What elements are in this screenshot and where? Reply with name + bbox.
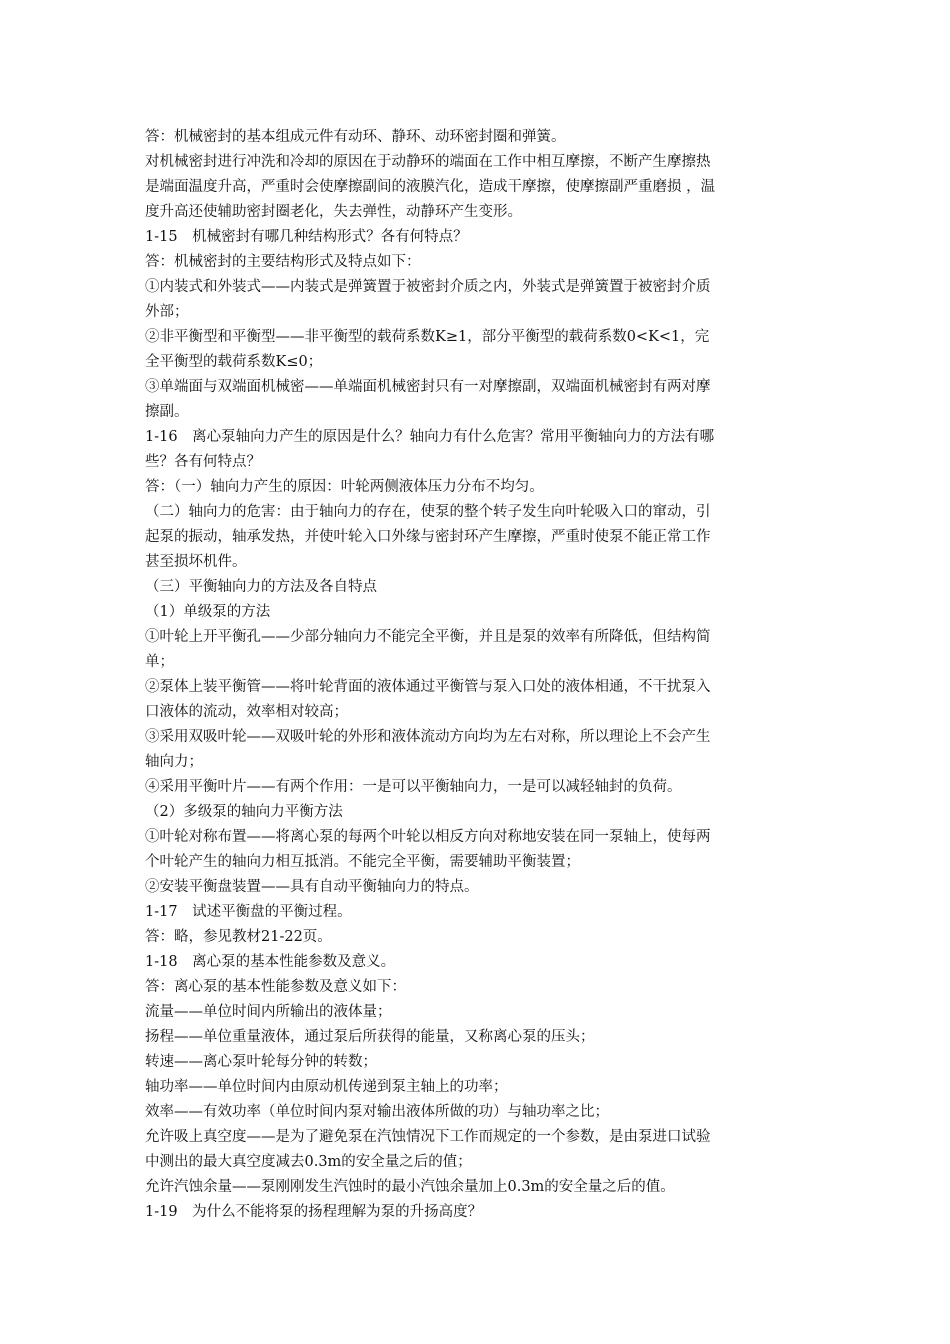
text-line: 允许吸上真空度——是为了避免泵在汽蚀情况下工作而规定的一个参数，是由泵进口试验 (145, 1129, 711, 1145)
text-line: （1）单级泵的方法 (145, 604, 271, 620)
text-line: ①叶轮对称布置——将离心泵的每两个叶轮以相反方向对称地安装在同一泵轴上，使每两 (145, 829, 711, 845)
text-line: （2）多级泵的轴向力平衡方法 (145, 804, 343, 820)
text-line: 全平衡型的载荷系数K≤0； (145, 354, 323, 370)
text-line: 擦副。 (145, 404, 189, 420)
text-line: ①叶轮上开平衡孔——少部分轴向力不能完全平衡，并且是泵的效率有所降低，但结构简 (145, 629, 711, 645)
question-heading: 1-19 为什么不能将泵的扬程理解为泵的升扬高度？ (145, 1204, 483, 1220)
text-line: ③单端面与双端面机械密——单端面机械密封只有一对摩擦副，双端面机械密封有两对摩 (145, 379, 711, 395)
text-line: 个叶轮产生的轴向力相互抵消。不能完全平衡，需要辅助平衡装置； (145, 854, 580, 870)
text-line: ②非平衡型和平衡型——非平衡型的载荷系数K≥1，部分平衡型的载荷系数0<K<1，完 (145, 329, 710, 345)
text-line: 外部； (145, 304, 189, 320)
text-line: 扬程——单位重量液体，通过泵后所获得的能量，又称离心泵的压头； (145, 1029, 595, 1045)
text-line: 口液体的流动，效率相对较高； (145, 704, 348, 720)
text-line: 答：离心泵的基本性能参数及意义如下： (145, 979, 406, 995)
text-line: ②安装平衡盘装置——具有自动平衡轴向力的特点。 (145, 879, 479, 895)
text-line: 答：机械密封的主要结构形式及特点如下： (145, 254, 421, 270)
text-line: 些？各有何特点？ (145, 454, 261, 470)
text-line: （三）平衡轴向力的方法及各自特点 (145, 579, 377, 595)
text-line: ①内装式和外装式——内装式是弹簧置于被密封介质之内，外装式是弹簧置于被密封介质 (145, 279, 711, 295)
text-line: 中测出的最大真空度减去0.3m的安全量之后的值； (145, 1154, 472, 1170)
text-line: 答：机械密封的基本组成元件有动环、静环、动环密封圈和弹簧。 (145, 129, 566, 145)
text-line: 度升高还使辅助密封圈老化，失去弹性，动静环产生变形。 (145, 204, 522, 220)
text-line: 甚至损坏机件。 (145, 554, 247, 570)
question-heading: 1-18 离心泵的基本性能参数及意义。 (145, 954, 396, 970)
text-line: ④采用平衡叶片——有两个作用：一是可以平衡轴向力，一是可以减轻轴封的负荷。 (145, 779, 682, 795)
text-line: 效率——有效功率（单位时间内泵对输出液体所做的功）与轴功率之比； (145, 1104, 609, 1120)
text-line: 是端面温度升高，严重时会使摩擦副间的液膜汽化，造成干摩擦，使摩擦副严重磨损 ，温 (145, 179, 716, 195)
text-line: ②泵体上装平衡管——将叶轮背面的液体通过平衡管与泵入口处的液体相通，不干扰泵入 (145, 679, 711, 695)
text-line: 转速——离心泵叶轮每分钟的转数； (145, 1054, 377, 1070)
question-heading: 1-15 机械密封有哪几种结构形式？各有何特点？ (145, 229, 468, 245)
text-line: 对机械密封进行冲洗和冷却的原因在于动静环的端面在工作中相互摩擦，不断产生摩擦热 (145, 154, 711, 170)
document-body (145, 125, 813, 1225)
text-line: 起泵的振动，轴承发热，并使叶轮入口外缘与密封环产生摩擦，严重时使泵不能正常工作 (145, 529, 711, 545)
text-line: 单； (145, 654, 174, 670)
text-line: 允许汽蚀余量——泵刚刚发生汽蚀时的最小汽蚀余量加上0.3m的安全量之后的值。 (145, 1179, 675, 1195)
text-line: 答：（一）轴向力产生的原因：叶轮两侧液体压力分布不均匀。 (145, 479, 544, 495)
question-heading: 1-16 离心泵轴向力产生的原因是什么？轴向力有什么危害？常用平衡轴向力的方法有哪 (145, 429, 715, 445)
text-line: 答：略，参见教材21-22页。 (145, 929, 332, 945)
text-line: ③采用双吸叶轮——双吸叶轮的外形和液体流动方向均为左右对称，所以理论上不会产生 (145, 729, 711, 745)
text-line: （二）轴向力的危害：由于轴向力的存在，使泵的整个转子发生向叶轮吸入口的窜动，引 (145, 504, 711, 520)
text-line: 轴向力； (145, 754, 203, 770)
text-line: 轴功率——单位时间内由原动机传递到泵主轴上的功率； (145, 1079, 508, 1095)
text-line: 流量——单位时间内所输出的液体量； (145, 1004, 392, 1020)
question-heading: 1-17 试述平衡盘的平衡过程。 (145, 904, 352, 920)
